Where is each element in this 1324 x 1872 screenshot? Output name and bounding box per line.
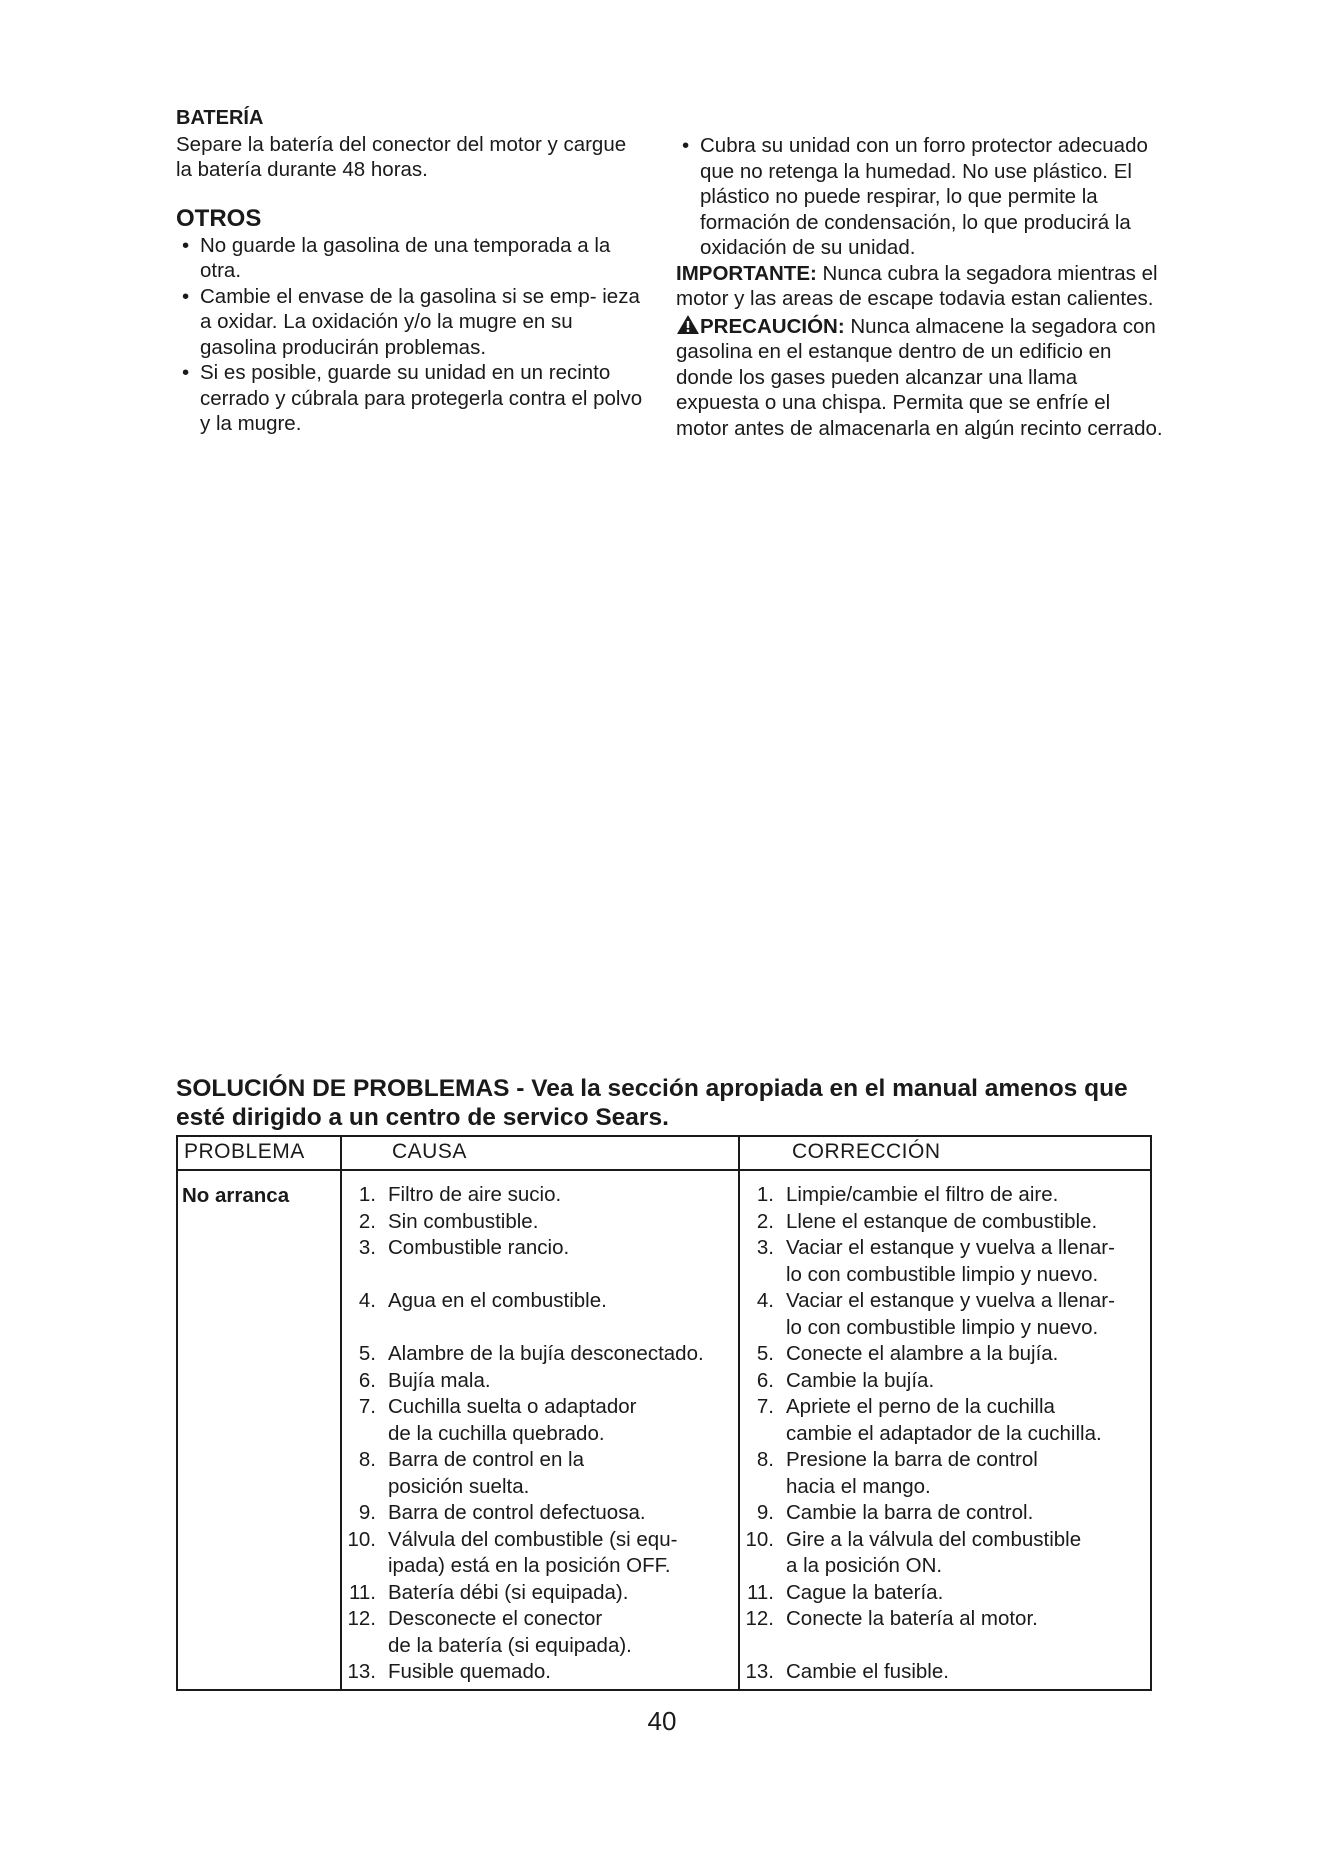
item-text: Llene el estanque de combustible. [786,1209,1098,1233]
item-number: 12. [347,1607,376,1630]
item-number: 8. [358,1448,376,1471]
list-item [742,1341,1115,1368]
item-number: 9. [358,1501,376,1524]
item-text: de la cuchilla quebrado. [388,1421,605,1445]
item-text: Conecte la batería al motor. [786,1607,1038,1630]
item-number: 10. [347,1527,376,1551]
list-item [742,1474,1115,1501]
list-item [344,1288,704,1315]
list-item [344,1553,704,1580]
item-text: Sin combustible. [388,1209,539,1233]
list-item [742,1659,1115,1686]
item-text: ipada) está en la posición OFF. [388,1554,671,1577]
item-number: 5. [358,1342,376,1365]
bateria-text: Separe la batería del conector del motor y cargue la batería durante 48 horas. [176,132,627,181]
problem-label: No arranca [182,1184,290,1207]
header-problema: PROBLEMA [184,1140,305,1163]
list-item [344,1527,704,1554]
item-text: Presione la barra de control [786,1448,1038,1471]
item-text: Alambre de la bujía desconectado. [388,1342,704,1365]
list-item [742,1315,1115,1342]
item-text: Cuchilla suelta o adaptador [388,1395,637,1418]
item-number: 11. [747,1580,774,1604]
list-item [344,1341,704,1368]
item-number: 8. [756,1448,774,1471]
item-number: 10. [745,1527,774,1551]
list-item [344,1235,704,1262]
item-text: Gire a la válvula del combustible [786,1527,1082,1551]
item-number: 1. [756,1183,774,1206]
list-item [344,1659,704,1686]
item-number: 7. [756,1395,774,1418]
list-item: • Cambie el envase de la gasolina si se emp- ieza a oxidar. La oxidación y/o la mugre en su gasolina producirán problemas. [176,284,646,361]
item-text: Combustible rancio. [388,1236,570,1259]
item-text: Cague la batería. [786,1580,944,1604]
bateria-heading: BATERÍA [176,107,264,129]
item-number: 13. [745,1660,774,1683]
item-text: Cambie el fusible. [786,1660,949,1683]
importante-label: IMPORTANTE: [676,261,817,285]
item-text: Cambie la barra de control. [786,1501,1034,1524]
list-item [344,1580,704,1607]
list-item [742,1553,1115,1580]
causes-list [344,1182,704,1686]
item-text: Vaciar el estanque y vuelva a llenar- [786,1236,1115,1259]
item-text: Válvula del combustible (si equ- [388,1527,678,1551]
importante-note [676,261,1166,312]
page-number: 40 [647,1706,677,1736]
right-column [676,133,1166,441]
list-item [344,1368,704,1395]
list-item [344,1500,704,1527]
item-number: 1. [358,1183,376,1206]
importante-text: Nunca cubra la segadora mientras el motor y las areas de escape todavia estan calientes. [676,261,1158,310]
precaucion-note [676,314,1166,442]
list-item: • Si es posible, guarde su unidad en un recinto cerrado y cúbrala para protegerla contra el polvo y la mugre. [176,360,646,437]
list-item [344,1209,704,1236]
item-text: lo con combustible limpio y nuevo. [786,1262,1099,1286]
warning-triangle-icon [676,314,700,335]
column-divider [738,1137,740,1689]
otros-heading: OTROS [176,204,262,232]
item-number: 3. [358,1236,376,1259]
item-text: Barra de control defectuosa. [388,1501,646,1524]
item-text: Fusible quemado. [388,1660,551,1683]
item-text: a la posición ON. [786,1554,943,1577]
left-column [176,106,646,437]
item-text: Agua en el combustible. [388,1289,607,1312]
item-number: 13. [347,1660,376,1683]
list-item [742,1580,1115,1607]
precaucion-label: PRECAUCIÓN: [700,314,845,338]
list-item [742,1527,1115,1554]
list-item [742,1182,1115,1209]
item-text: Apriete el perno de la cuchilla [786,1395,1055,1418]
column-divider [340,1137,342,1689]
item-text: Cambie la bujía. [786,1368,935,1392]
list-item: • No guarde la gasolina de una temporada a la otra. [176,233,646,284]
list-item [742,1447,1115,1474]
item-text: Bujía mala. [388,1368,491,1392]
item-text [388,1263,394,1286]
list-item [742,1421,1115,1448]
item-text: de la batería (si equipada). [388,1633,632,1657]
list-item [742,1368,1115,1395]
header-divider [178,1169,1150,1171]
corrections-list [742,1182,1115,1686]
list-item [742,1500,1115,1527]
item-text: lo con combustible limpio y nuevo. [786,1315,1099,1339]
list-item [742,1262,1115,1289]
header-causa: CAUSA [392,1140,467,1163]
item-number: 4. [756,1289,774,1312]
item-text: Barra de control en la [388,1448,585,1471]
list-item [742,1288,1115,1315]
item-number: 2. [756,1209,774,1233]
item-number: 5. [756,1342,774,1365]
storage-list [676,133,1166,261]
item-text: Batería débi (si equipada). [388,1580,629,1604]
item-text: Filtro de aire sucio. [388,1183,562,1206]
otros-list [176,233,646,437]
item-number: 7. [358,1395,376,1418]
item-text [388,1316,394,1339]
troubleshooting-table [176,1135,1152,1691]
list-item [344,1394,704,1421]
list-item [742,1209,1115,1236]
list-item [344,1633,704,1660]
troubleshooting-title: SOLUCIÓN DE PROBLEMAS - Vea la sección apropiada en el manual amenos que esté dirigido a un centro de servico Sears. [176,1075,1128,1131]
list-item [742,1235,1115,1262]
item-text: cambie el adaptador de la cuchilla. [786,1421,1102,1445]
list-item [742,1633,1115,1660]
item-number: 2. [358,1209,376,1233]
item-number: 6. [358,1368,376,1392]
header-correccion: CORRECCIÓN [792,1140,941,1163]
item-number: 12. [745,1607,774,1630]
precaucion-text: Nunca almacene la segadora con gasolina en el estanque dentro de un edificio en donde los gases pueden alcanzar una llama expuesta o una chispa. Permita que se enfríe el motor antes de almacenarla en algún recinto cerrado. [676,314,1163,440]
item-number: 11. [349,1580,376,1604]
list-item [344,1315,704,1342]
list-item [344,1474,704,1501]
item-text: Conecte el alambre a la bujía. [786,1342,1059,1365]
list-item [344,1182,704,1209]
list-item [742,1394,1115,1421]
list-item [742,1606,1115,1633]
item-text [786,1634,792,1657]
item-text: hacia el mango. [786,1474,931,1498]
list-item [344,1447,704,1474]
item-number: 4. [358,1289,376,1312]
item-text: posición suelta. [388,1474,530,1498]
item-number: 9. [756,1501,774,1524]
item-text: Desconecte el conector [388,1607,603,1630]
item-number: 6. [756,1368,774,1392]
list-item [344,1262,704,1289]
item-text: Vaciar el estanque y vuelva a llenar- [786,1289,1115,1312]
list-item [344,1421,704,1448]
list-item [344,1606,704,1633]
item-text: Limpie/cambie el filtro de aire. [786,1183,1059,1206]
list-item: • Cubra su unidad con un forro protector adecuado que no retenga la humedad. No use plástico. El plástico no puede respirar, lo que permite la formación de condensación, lo que producirá la oxidación de su unidad. [676,133,1166,261]
item-number: 3. [756,1236,774,1259]
